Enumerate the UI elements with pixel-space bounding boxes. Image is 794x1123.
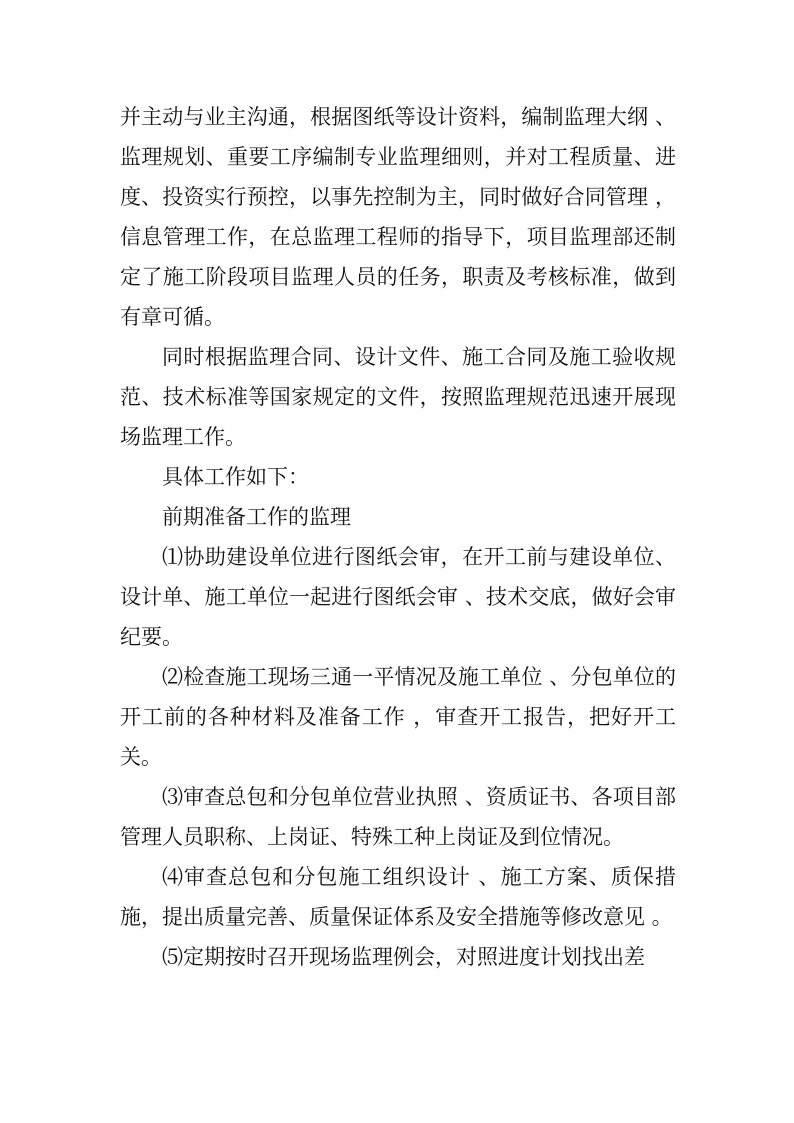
list-item-2: ⑵检查施工现场三通一平情况及施工单位 、分包单位的开工前的各种材料及准备工作 ，审查开工报告，把好开工关。 xyxy=(120,665,676,769)
list-item-1: ⑴协助建设单位进行图纸会审，在开工前与建设单位、设计单、施工单位一起进行图纸会审 、技术交底，做好会审纪要。 xyxy=(120,545,676,649)
paragraph-contract-basis: 同时根据监理合同、设计文件、施工合同及施工验收规范、技术标准等国家规定的文件，按照监理规范迅速开展现场监理工作。 xyxy=(120,345,676,449)
document-body xyxy=(120,97,676,977)
paragraph-continuation: 并主动与业主沟通，根据图纸等设计资料，编制监理大纲 、监理规划、重要工序编制专业监理细则，并对工程质量、进度、投资实行预控，以事先控制为主，同时做好合同管理 ，信息管理工作，在总监理工程师的指导下，项目监理部还制定了施工阶段项目监理人员的任务，职责及考核标准，做到有章可循。 xyxy=(120,105,676,329)
list-item-4: ⑷审查总包和分包施工组织设计 、施工方案、质保措施，提出质量完善、质量保证体系及安全措施等修改意见 。 xyxy=(120,865,676,929)
paragraph-specific-work-intro: 具体工作如下： xyxy=(162,465,309,489)
list-item-5: ⑸定期按时召开现场监理例会，对照进度计划找出差 xyxy=(162,945,645,969)
section-heading-preparation: 前期准备工作的监理 xyxy=(162,505,351,529)
list-item-3: ⑶审查总包和分包单位营业执照 、资质证书、各项目部管理人员职称、上岗证、特殊工种上岗证及到位情况。 xyxy=(120,785,676,849)
